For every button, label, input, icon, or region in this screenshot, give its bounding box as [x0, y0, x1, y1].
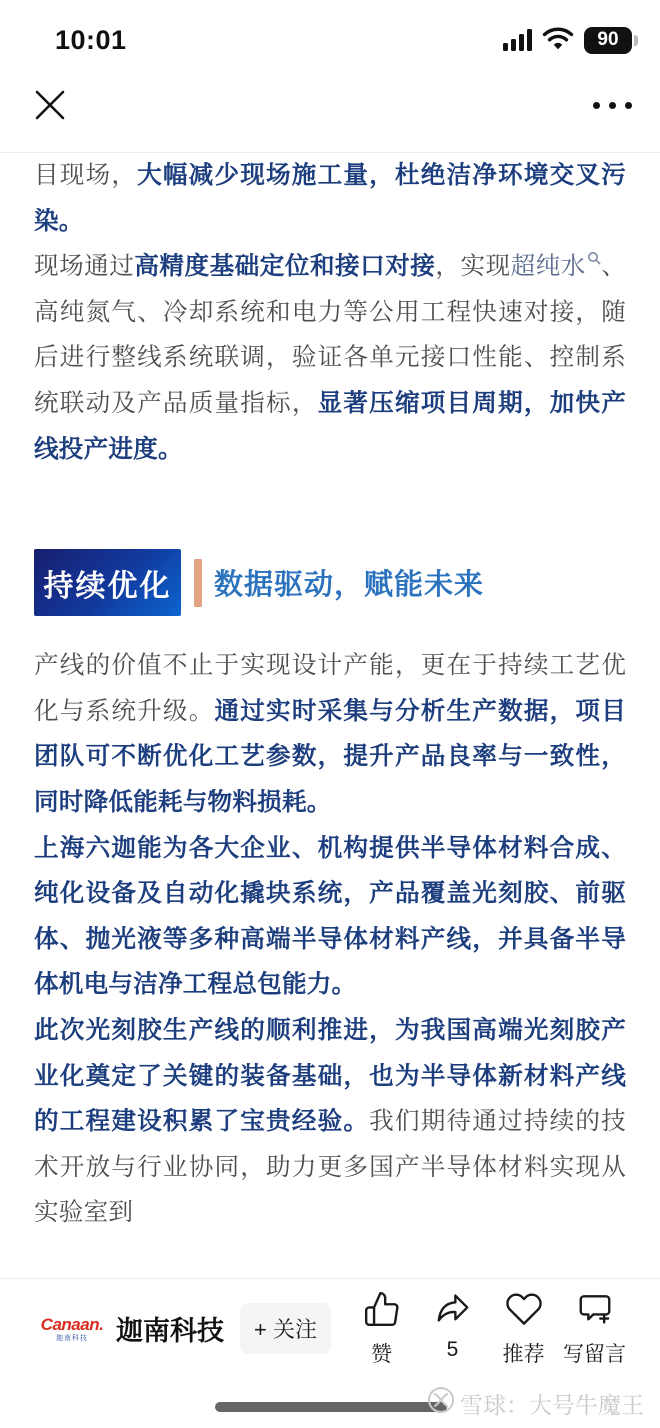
battery-percent: 90 [584, 27, 632, 54]
status-bar [0, 18, 660, 62]
cellular-signal-icon [503, 29, 532, 51]
heart-icon [505, 1290, 543, 1333]
status-icons [503, 26, 638, 55]
recommend-button[interactable] [488, 1290, 559, 1368]
battery-icon [584, 27, 638, 54]
section-subtitle: 数据驱动，赋能未来 [214, 569, 485, 602]
like-button[interactable] [346, 1290, 417, 1368]
accent-bar [194, 559, 202, 607]
nav-bar [0, 62, 660, 153]
paragraph-text: 、高纯氮气、冷却系统和电力等公用工程快速对接，随后进行整线系统联调，验证各单元接口性能、控制系统联动及产品质量指标， [34, 253, 626, 417]
home-indicator[interactable] [215, 1402, 447, 1412]
paragraph-conclusion [34, 1008, 626, 1236]
watermark [427, 1386, 644, 1420]
publisher-logo-text: Canaan. [40, 1314, 104, 1334]
close-icon[interactable] [33, 88, 67, 122]
footer [0, 1378, 660, 1428]
publisher-logo[interactable] [36, 1316, 108, 1342]
wifi-icon [542, 26, 574, 55]
more-options-icon[interactable] [593, 92, 632, 118]
comment-label: 写留言 [563, 1342, 626, 1366]
paragraph-text: 产线的价值不止于实现设计产能，更在于持续工艺优化与系统升级。 [34, 652, 626, 725]
action-buttons [346, 1290, 630, 1368]
paragraph-text: ，实现 [435, 253, 511, 281]
section-header [34, 549, 626, 616]
share-count: 5 [446, 1337, 459, 1361]
paragraph-company-intro [34, 826, 626, 1008]
paragraph-text: 我们期待通过持续的技术开放与行业协同，助力更多国产半导体材料实现从实验室到 [34, 1108, 626, 1227]
publisher-logo-subtext: 迦南科技 [56, 1334, 88, 1342]
highlighted-text: 通过实时采集与分析生产数据，项目团队可不断优化工艺参数，提升产品良率与一致性，同时降低能耗与物料损耗。 [34, 697, 627, 816]
paragraph-text: 现场通过 [34, 253, 135, 281]
paragraph-optimization [34, 643, 626, 825]
paragraph-site-docking [34, 244, 626, 472]
share-arrow-icon [434, 1290, 472, 1333]
paragraph-text: 目现场， [34, 162, 138, 189]
share-button[interactable] [417, 1290, 488, 1362]
comment-plus-icon [576, 1290, 614, 1333]
comment-button[interactable] [559, 1290, 630, 1368]
publisher-name[interactable]: 迦南科技 [116, 1316, 224, 1346]
section-badge: 持续优化 [34, 549, 181, 616]
highlighted-text: 大幅减少现场施工量，杜绝洁净环境交叉污染。 [34, 162, 626, 235]
highlighted-text: 此次光刻胶生产线的顺利推进，为我国高端光刻胶产业化奠定了关键的装备基础，也为半导体新材料产线的工程建设积累了宝贵经验。 [34, 1016, 626, 1136]
thumbs-up-icon [363, 1290, 401, 1333]
watermark-text: 雪球：大号牛魔王 [460, 1391, 644, 1418]
follow-button[interactable]: + 关注 [240, 1303, 331, 1354]
clock: 10:01 [55, 24, 127, 55]
paragraph-clipped [34, 153, 626, 244]
article-body [0, 153, 660, 1278]
recommend-label: 推荐 [502, 1342, 545, 1366]
highlighted-text: 高精度基础定位和接口对接 [134, 253, 436, 281]
keyword-link[interactable]: 超纯水 [510, 253, 586, 281]
highlighted-text: 上海六迦能为各大企业、机构提供半导体材料合成、纯化设备及自动化撬块系统，产品覆盖光刻胶、前驱体、抛光液等多种高端半导体材料产线，并具备半导体机电与洁净工程总包能力。 [34, 834, 626, 999]
like-label: 赞 [371, 1342, 392, 1366]
xueqiu-logo-icon [427, 1386, 455, 1420]
bottom-bar [0, 1278, 660, 1378]
highlighted-text: 显著压缩项目周期，加快产线投产进度。 [34, 389, 627, 463]
search-icon[interactable] [587, 251, 601, 265]
